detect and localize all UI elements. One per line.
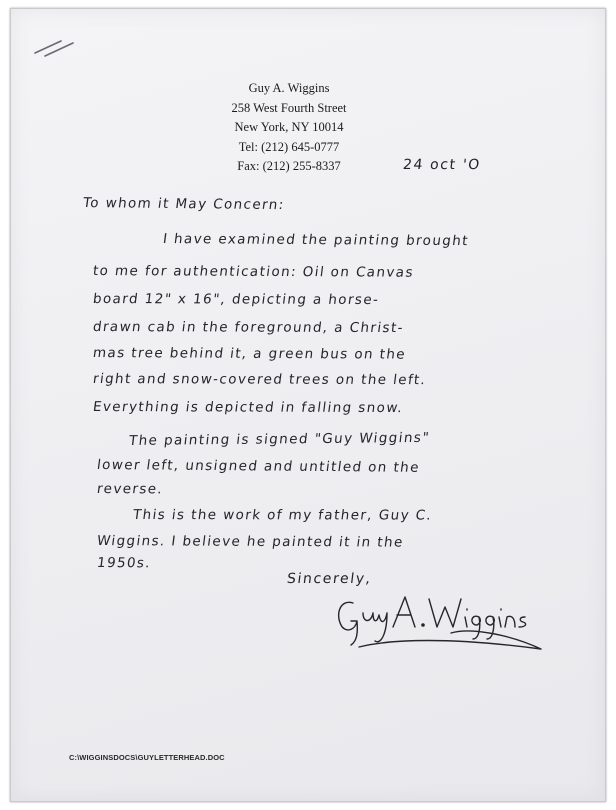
letterhead-street: 258 West Fourth Street [231,100,347,115]
body-line: This is the work of my father, Guy C. [132,507,434,524]
body-line: reverse. [95,481,165,498]
body-line: Wiggins. I believe he painted it in the [95,533,405,551]
letterhead-city: New York, NY 10014 [234,120,344,134]
handwritten-signature [331,589,551,659]
closing: Sincerely, [286,571,373,587]
letterhead-name: Guy A. Wiggins [248,81,330,95]
body-line: drawn cab in the foreground, a Christ- [91,319,405,337]
letter-date: 24 oct 'O [402,157,482,173]
body-line: board 12" x 16", depicting a horse- [91,291,381,308]
letterhead-tel: Tel: (212) 645-0777 [238,139,340,154]
body-line: mas tree behind it, a green bus on the [91,345,408,363]
document-file-path: C:\WIGGINSDOCS\GUYLETTERHEAD.DOC [69,753,225,762]
body-line: to me for authentication: Oil on Canvas [91,263,415,281]
body-line: lower left, unsigned and untitled on the [95,457,421,476]
letter-body [11,9,605,801]
letter-page [10,8,606,802]
letterhead-fax: Fax: (212) 255-8337 [237,159,341,173]
body-line: 1950s. [95,555,153,572]
body-line: Everything is depicted in falling snow. [91,399,405,417]
body-line: I have examined the painting brought [161,231,470,250]
salutation: To whom it May Concern: [81,195,286,214]
body-line: right and snow-covered trees on the left. [91,371,428,389]
body-line: The painting is signed "Guy Wiggins" [128,429,431,449]
